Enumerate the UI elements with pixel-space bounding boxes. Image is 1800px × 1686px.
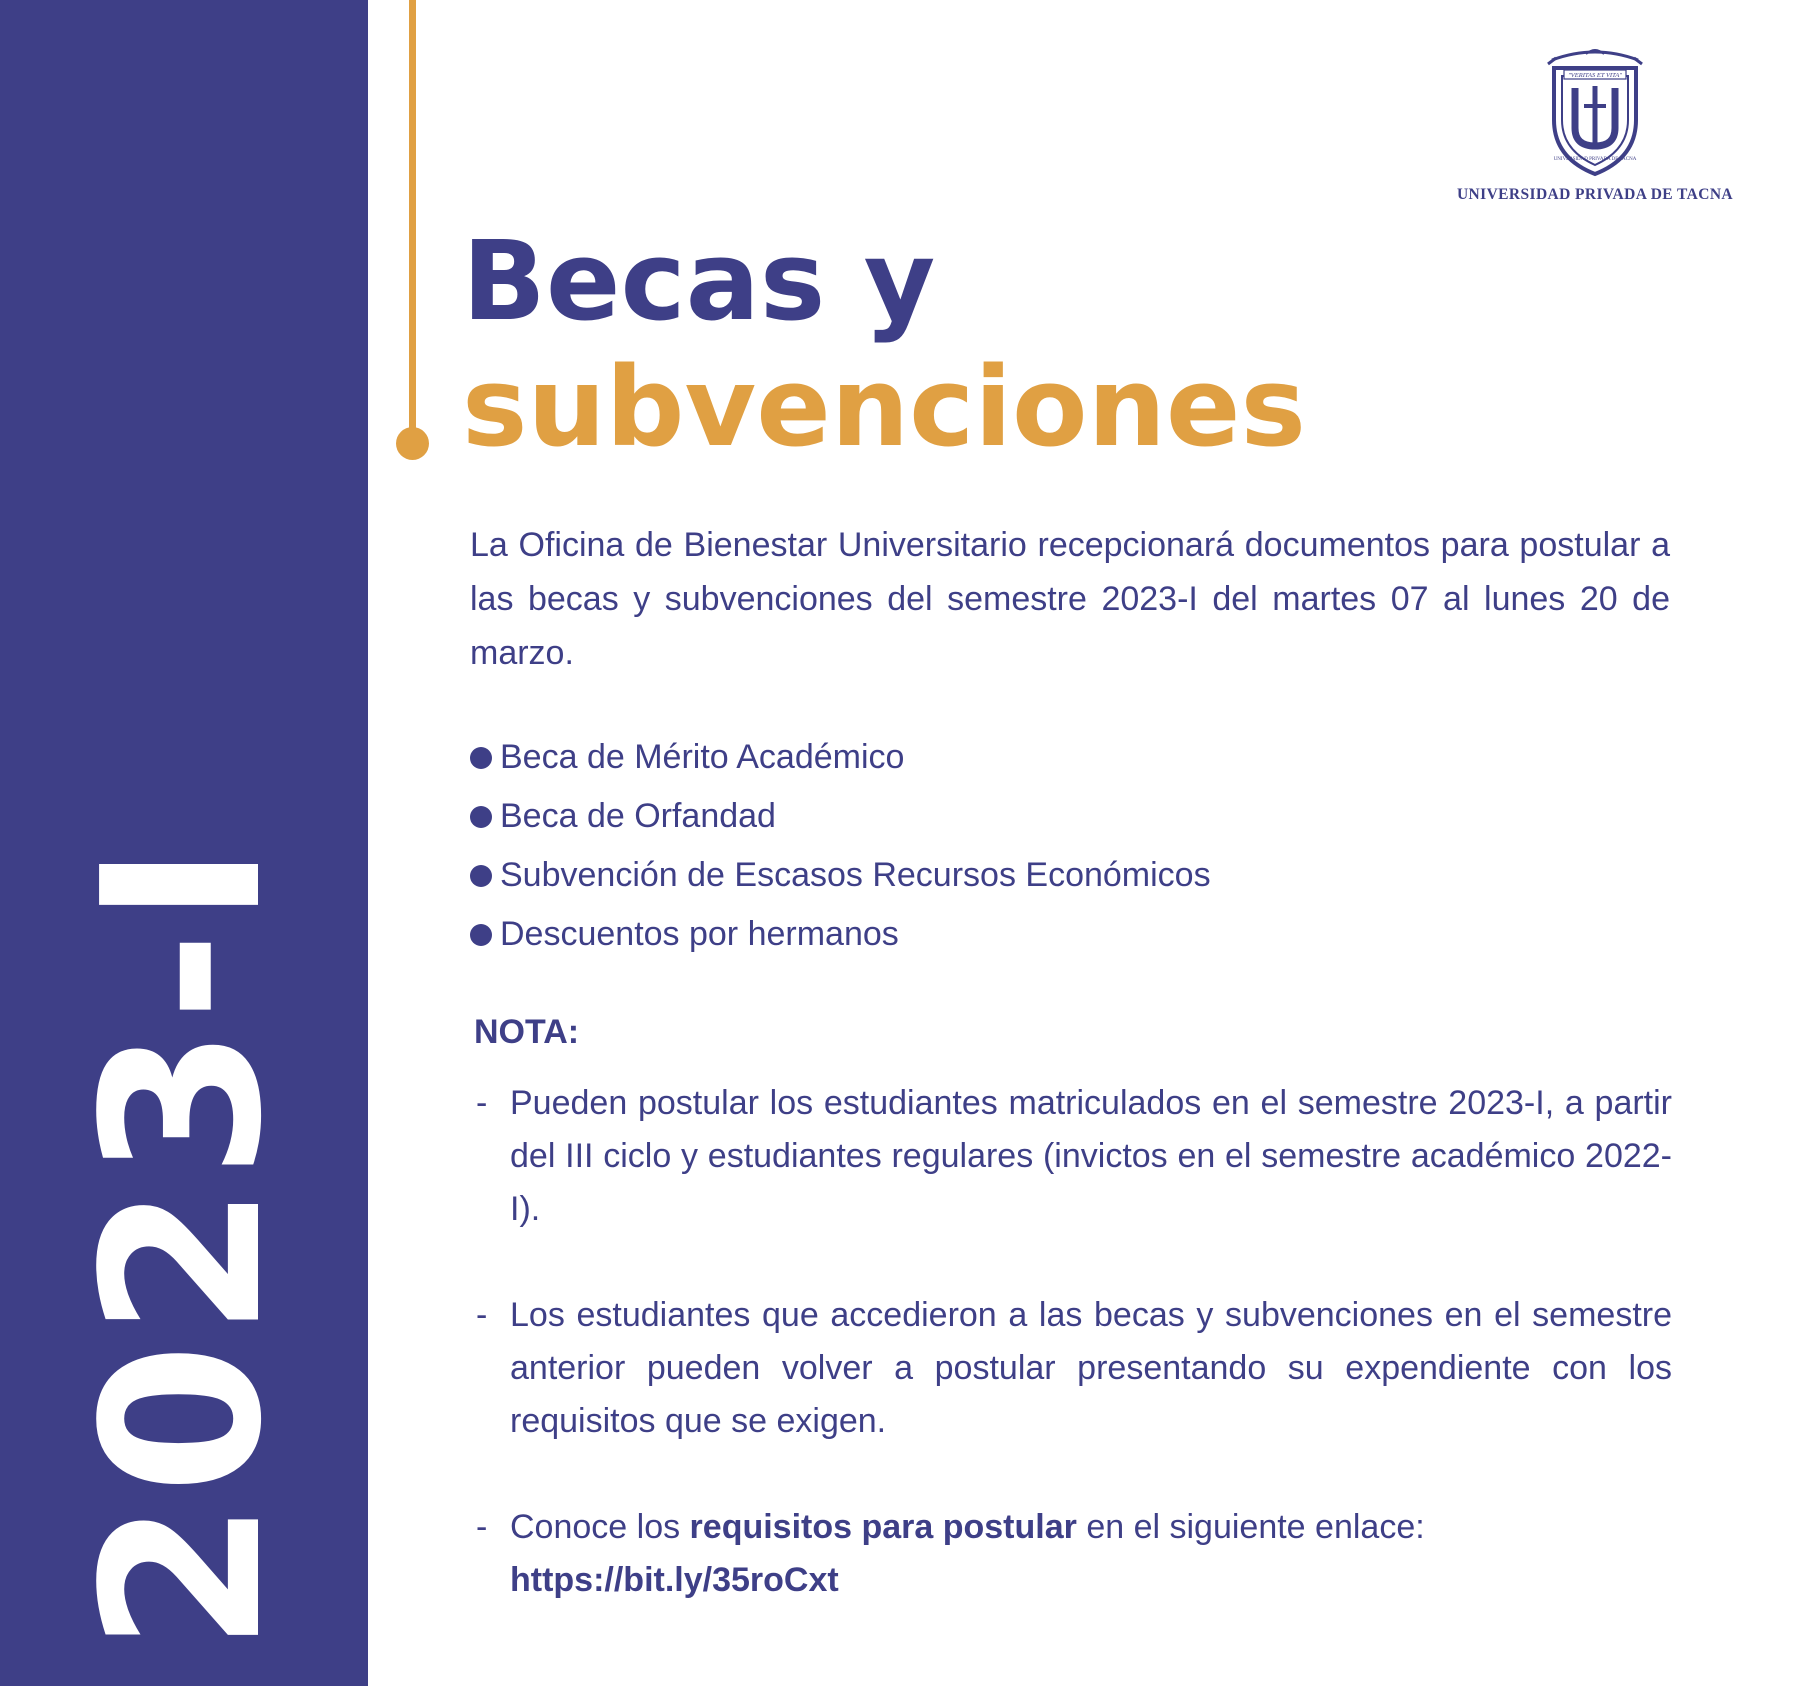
benefit-label: Subvención de Escasos Recursos Económicos	[500, 856, 1211, 894]
accent-dot	[396, 427, 429, 460]
requirements-emphasis: requisitos para postular	[689, 1508, 1077, 1546]
dash-marker: -	[476, 1296, 488, 1334]
note-text-with-link	[510, 1501, 1672, 1607]
bullet-icon	[470, 747, 492, 769]
university-name: UNIVERSIDAD PRIVADA DE TACNA	[1456, 186, 1734, 203]
dash-marker: -	[476, 1084, 488, 1122]
seal-motto: "VERITAS ET VITA"	[1568, 72, 1622, 79]
bullet-icon	[470, 924, 492, 946]
list-item	[470, 846, 1670, 905]
title-line-2: subvenciones	[462, 343, 1307, 471]
list-item	[470, 905, 1670, 964]
bullet-icon	[470, 865, 492, 887]
link-intro-after: en el siguiente enlace:	[1076, 1508, 1425, 1546]
intro-paragraph: La Oficina de Bienestar Universitario recepcionará documentos para postular a las becas y subvenciones del semestre 2023-I del martes 07 al lunes 20 de marzo.	[470, 526, 1670, 672]
note-item	[476, 1289, 1672, 1448]
list-item	[470, 728, 1670, 787]
benefit-list	[470, 728, 1670, 964]
bullet-icon	[470, 806, 492, 828]
benefit-label: Descuentos por hermanos	[500, 915, 899, 953]
dash-marker: -	[476, 1508, 488, 1546]
sidebar	[0, 0, 368, 1686]
semester-label: 2023-I	[57, 837, 310, 1653]
list-item	[470, 787, 1670, 846]
accent-line	[409, 0, 416, 432]
requirements-link[interactable]: https://bit.ly/35roCxt	[510, 1561, 839, 1599]
note-item	[476, 1077, 1672, 1236]
note-text: Los estudiantes que accedieron a las becas y subvenciones en el semestre anterior pueden volver a postular presentando su expendiente con los requisitos que se exigen.	[510, 1296, 1672, 1440]
seal-ring-text: UNIVERSIDAD PRIVADA DE TACNA	[1553, 157, 1637, 162]
university-seal-icon	[1540, 46, 1650, 178]
benefit-label: Beca de Orfandad	[500, 797, 776, 835]
title-line-1: Becas y	[462, 217, 936, 345]
link-intro-before: Conoce los	[510, 1508, 690, 1546]
note-item	[476, 1501, 1672, 1607]
benefit-label: Beca de Mérito Académico	[500, 738, 905, 776]
note-text: Pueden postular los estudiantes matriculados en el semestre 2023-I, a partir del III ciclo y estudiantes regulares (invictos en el semestre académico 2022-I).	[510, 1084, 1672, 1228]
university-logo	[1430, 46, 1760, 216]
note-heading: NOTA:	[474, 1013, 580, 1051]
